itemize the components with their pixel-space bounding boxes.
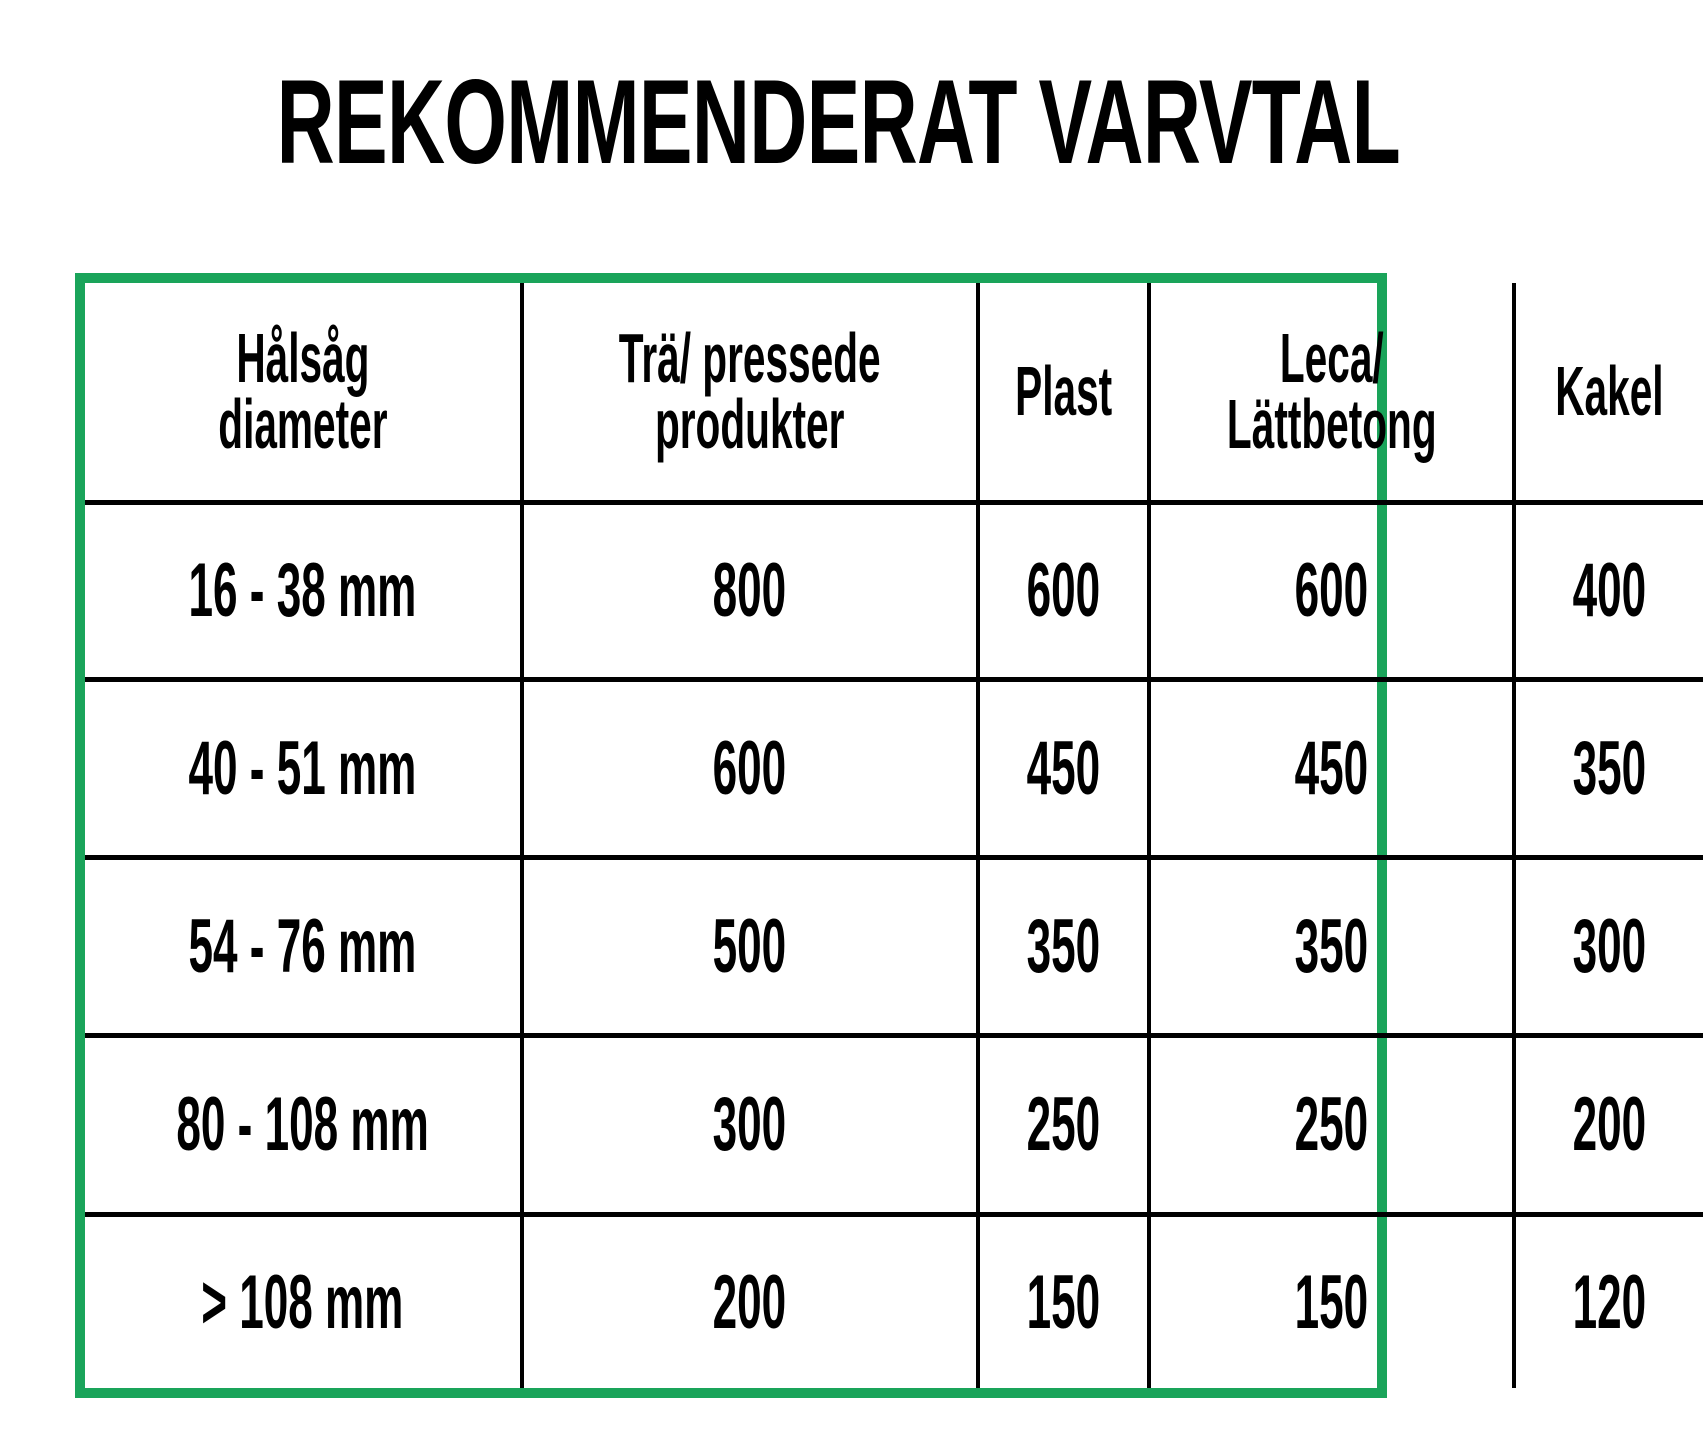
row-label-text: > 108 mm [201,1259,404,1345]
rpm-value: 600 [713,725,787,811]
table-cell [1516,682,1703,860]
header-kakel [1516,283,1703,505]
row-label-16-38-mm [85,505,524,682]
header-line: Trä/ pressede [618,319,881,398]
header-tra-pressede-produkter [524,283,979,505]
table-cell [1151,1038,1517,1217]
row-label-gt-108-mm [85,1217,524,1388]
rpm-value: 350 [1294,903,1369,989]
rpm-value: 250 [1294,1082,1369,1167]
table-cell [1151,1217,1517,1388]
table-cell [524,1038,979,1217]
header-line: Plast [1014,351,1112,430]
table-cell [524,1217,979,1388]
row-label-80-108-mm [85,1038,524,1217]
table-cell [524,860,979,1038]
table-cell [980,860,1151,1038]
header-halsag-diameter [85,283,524,505]
table-cell [1151,860,1517,1038]
table-cell [1516,1217,1703,1388]
rpm-value: 450 [1026,725,1100,811]
header-text [618,319,881,463]
header-text [1014,351,1112,430]
row-label-text: 54 - 76 mm [188,903,417,989]
table-grid [85,283,1665,1388]
table-cell [980,1038,1151,1217]
rpm-value: 150 [1026,1259,1100,1345]
table-cell [980,505,1151,682]
header-text [1555,351,1665,430]
rpm-value: 600 [1026,548,1100,633]
rpm-value: 120 [1573,1259,1647,1345]
rpm-value: 350 [1573,725,1647,811]
rpm-value: 450 [1294,725,1369,811]
rpm-value: 300 [1573,903,1647,989]
row-label-text: 40 - 51 mm [188,725,417,811]
header-line: Hålsåg [235,319,370,398]
rpm-value: 200 [1573,1082,1647,1167]
rpm-value: 600 [1294,548,1369,633]
table-cell [1516,1038,1703,1217]
rpm-value: 350 [1026,903,1100,989]
table-cell [1151,505,1517,682]
recommended-rpm-table [75,273,1665,1398]
rpm-value: 300 [713,1082,787,1167]
table-cell [980,682,1151,860]
header-leca-lattbetong [1151,283,1517,505]
table-cell [524,682,979,860]
header-line: produkter [655,384,845,463]
page-title [0,55,1445,189]
rpm-value: 250 [1026,1082,1100,1167]
table-cell [524,505,979,682]
table-cell [980,1217,1151,1388]
rpm-value: 800 [713,548,787,633]
row-label-40-51-mm [85,682,524,860]
header-text [1226,319,1437,463]
rpm-value: 400 [1573,548,1647,633]
header-line: Lättbetong [1226,384,1437,463]
header-line: Leca/ [1279,319,1384,398]
rpm-value: 500 [713,903,787,989]
page-title-text: REKOMMENDERAT VARVTAL [276,55,1401,189]
header-line: diameter [217,384,388,463]
header-plast [980,283,1151,505]
row-label-text: 80 - 108 mm [176,1082,429,1167]
rpm-value: 150 [1294,1259,1369,1345]
row-label-54-76-mm [85,860,524,1038]
table-cell [1516,860,1703,1038]
table-cell [1151,682,1517,860]
header-line: Kakel [1555,351,1665,430]
table-cell [1516,505,1703,682]
header-text [217,319,388,463]
row-label-text: 16 - 38 mm [188,548,417,633]
rpm-value: 200 [713,1259,787,1345]
